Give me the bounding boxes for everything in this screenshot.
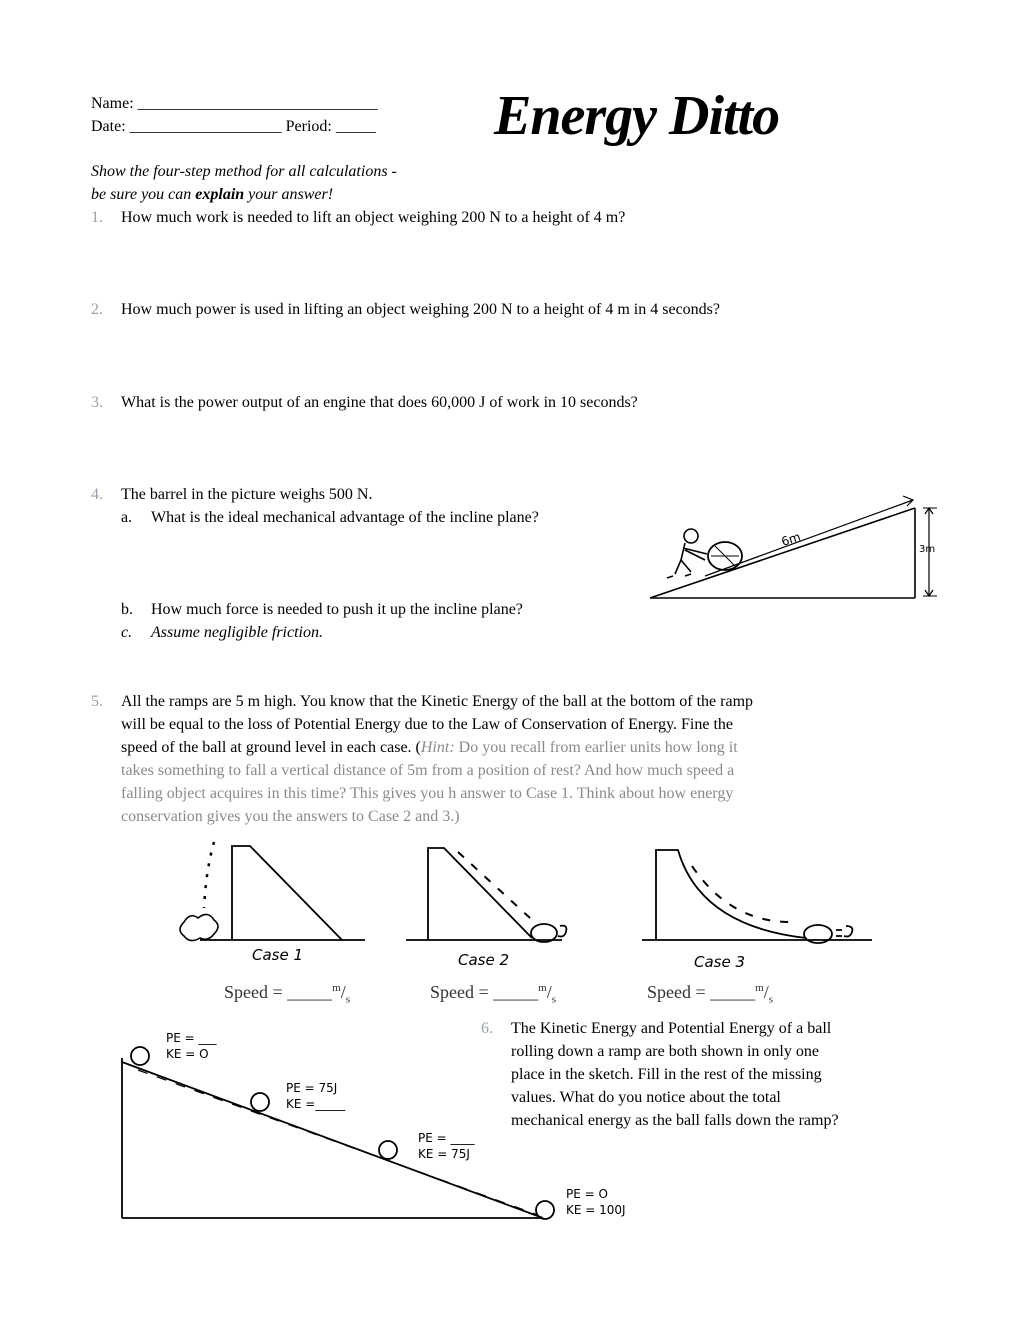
ball-position-2 xyxy=(251,1093,269,1111)
pos2-ke: KE =_____ xyxy=(286,1097,346,1111)
q6-number: 6. xyxy=(481,1020,493,1037)
ball-position-4 xyxy=(536,1201,554,1219)
instructions-line-2 xyxy=(91,184,333,206)
q5-number: 5. xyxy=(91,693,103,710)
q5-line-5: falling object acquires in this time? This gives you h answer to Case 1. Think about how energy xyxy=(121,785,734,802)
ramp-cases-figure xyxy=(170,830,890,950)
case1-ball xyxy=(180,914,218,940)
person-head xyxy=(684,529,698,543)
ball-position-1 xyxy=(131,1047,149,1065)
case1-label: Case 1 xyxy=(252,946,304,964)
instructions-prefix: be sure you can xyxy=(91,186,196,203)
pos1-ke: KE = O xyxy=(166,1047,209,1061)
q1-number: 1. xyxy=(91,209,103,226)
case3-unit-bottom: s xyxy=(768,993,773,1006)
q6-line-5: mechanical energy as the ball falls down the ramp? xyxy=(511,1112,839,1129)
case3-speed[interactable]: Speed = $\_\_\_\_\_^m/_s$ xyxy=(647,982,773,1006)
q6-line-2: rolling down a ramp are both shown in only one xyxy=(511,1043,819,1060)
q6-line-1: The Kinetic Energy and Potential Energy of a ball xyxy=(511,1020,832,1037)
pos3-pe: PE = ____ xyxy=(418,1131,475,1145)
case2-unit-bottom: s xyxy=(551,993,556,1006)
q6-line-4: values. What do you notice about the total xyxy=(511,1089,781,1106)
case2-speed[interactable]: Speed = $\_\_\_\_\_^m/_s$ xyxy=(430,982,556,1006)
q5-line-4: takes something to fall a vertical distance of 5m from a position of rest? And how much speed a xyxy=(121,762,735,779)
case1-speed[interactable]: Speed = $\_\_\_\_\_^m/_s$ xyxy=(224,982,350,1006)
q4c-label: c. xyxy=(121,624,133,641)
case2-unit-top: m xyxy=(538,982,547,994)
q1-text: How much work is needed to lift an object weighing 200 N to a height of 4 m? xyxy=(121,209,626,226)
q4a-label: a. xyxy=(121,509,133,526)
person-body xyxy=(675,543,707,574)
case1-unit-top: m xyxy=(332,982,341,994)
pos4-ke: KE = 100J xyxy=(566,1203,626,1217)
q5-line-2: will be equal to the loss of Potential Energy due to the Law of Conservation of Energy. Fine the xyxy=(121,716,734,733)
q5-line-3 xyxy=(121,737,738,759)
q3-number: 3. xyxy=(91,394,103,411)
case3-label: Case 3 xyxy=(694,953,746,971)
height-label: 3m xyxy=(919,544,936,555)
case3-speed-text: Speed = _____ xyxy=(647,982,756,1002)
q4b-label: b. xyxy=(121,601,133,618)
q4-number: 4. xyxy=(91,486,103,503)
case2-ramp xyxy=(406,848,566,942)
q3-text: What is the power output of an engine that does 60,000 J of work in 10 seconds? xyxy=(121,394,638,411)
case2-speed-text: Speed = _____ xyxy=(430,982,539,1002)
q5-line-6: conservation gives you the answers to Case 2 and 3.) xyxy=(121,808,460,825)
case1-speed-text: Speed = _____ xyxy=(224,982,333,1002)
q4b-text: How much force is needed to push it up the incline plane? xyxy=(151,601,523,618)
q5-line-1: All the ramps are 5 m high. You know that the Kinetic Energy of the ball at the bottom of the ramp xyxy=(121,693,754,710)
name-field-line[interactable]: Name: ______________________________ xyxy=(91,95,378,112)
q2-number: 2. xyxy=(91,301,103,318)
ball-position-3 xyxy=(379,1141,397,1159)
instructions-line-1: Show the four-step method for all calculations - xyxy=(91,163,397,180)
q4-text: The barrel in the picture weighs 500 N. xyxy=(121,486,373,503)
slope-dimension-line xyxy=(705,500,913,576)
incline-plane-figure xyxy=(645,488,950,606)
case3-unit-top: m xyxy=(755,982,764,994)
page-title: Energy Ditto xyxy=(494,85,780,147)
case1-ramp xyxy=(180,842,365,941)
q5-line-3-a: speed of the ball at ground level in each case. ( xyxy=(121,739,421,756)
q5-line-3-b: Do you recall from earlier units how long it xyxy=(454,739,738,756)
pos4-pe: PE = O xyxy=(566,1187,608,1201)
pos2-pe: PE = 75J xyxy=(286,1081,338,1095)
case2-label: Case 2 xyxy=(458,951,510,969)
q5-hint-label: Hint: xyxy=(420,739,455,756)
q4a-text: What is the ideal mechanical advantage of the incline plane? xyxy=(151,509,539,526)
q2-text: How much power is used in lifting an object weighing 200 N to a height of 4 m in 4 seconds? xyxy=(121,301,721,318)
date-period-line[interactable]: Date: ___________________ Period: _____ xyxy=(91,118,376,135)
case1-unit-bottom: s xyxy=(345,993,350,1006)
pos3-ke: KE = 75J xyxy=(418,1147,470,1161)
case3-ramp xyxy=(642,850,872,943)
instructions-suffix: your answer! xyxy=(244,186,334,203)
q6-line-3: place in the sketch. Fill in the rest of the missing xyxy=(511,1066,822,1083)
q4c-text: Assume negligible friction. xyxy=(151,624,323,641)
slope-label: 6m xyxy=(779,529,803,549)
instructions-bold-word: explain xyxy=(195,186,245,203)
pos1-pe: PE = ___ xyxy=(166,1031,217,1045)
